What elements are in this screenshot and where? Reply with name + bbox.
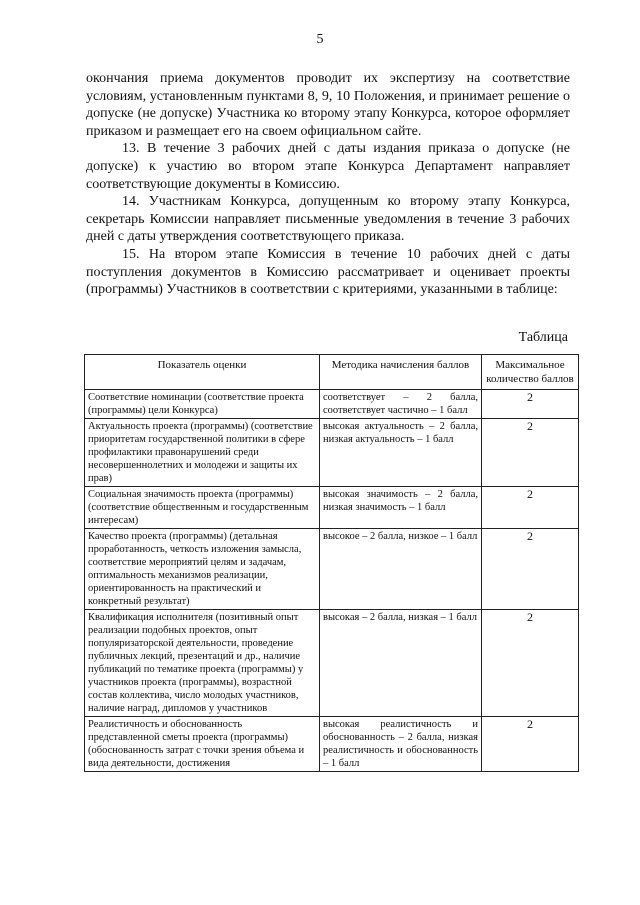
header-indicator: Показатель оценки xyxy=(85,355,320,390)
body-text xyxy=(86,70,570,299)
table-header-row xyxy=(85,355,579,390)
method-cell: соответствует – 2 балла, соответствует частично – 1 балл xyxy=(320,390,482,419)
indicator-cell: Социальная значимость проекта (программы) (соответствие общественным и государственным интересам) xyxy=(85,487,320,529)
paragraph-13: 13. В течение 3 рабочих дней с даты издания приказа о допуске (не допуске) к участию во втором этапе Конкурса Департамент направляет соответствующие документы в Комиссию. xyxy=(86,141,570,192)
max-score-cell: 2 xyxy=(482,390,579,419)
method-cell: высокое – 2 балла, низкое – 1 балл xyxy=(320,529,482,610)
paragraph-14: 14. Участникам Конкурса, допущенным ко второму этапу Конкурса, секретарь Комиссии направляет письменные уведомления в течение 3 рабочих дней с даты утверждения соответствующего приказа. xyxy=(86,194,570,245)
max-score-cell: 2 xyxy=(482,717,579,772)
table-caption: Таблица xyxy=(518,330,568,345)
indicator-cell: Квалификация исполнителя (позитивный опыт реализации подобных проектов, опыт популяризаторской деятельности, проведение публичных лекций, презентаций и др., наличие публикаций по тематике проекта (программы) у участников проекта (программы), возрастной состав коллектива, число молодых участников, наличие наград, дипломов у участников xyxy=(85,610,320,717)
table-row xyxy=(85,390,579,419)
page-number: 5 xyxy=(316,32,324,47)
header-max-score: Максимальное количество баллов xyxy=(482,355,579,390)
paragraph-continuation: окончания приема документов проводит их экспертизу на соответствие условиям, установленным пунктами 8, 9, 10 Положения, и принимает решение о допуске (не допуске) Участника ко второму этапу Конкурса, которое оформляет приказом и размещает его на своем официальном сайте. xyxy=(86,71,570,139)
method-cell: высокая актуальность – 2 балла, низкая актуальность – 1 балл xyxy=(320,419,482,487)
method-cell: высокая – 2 балла, низкая – 1 балл xyxy=(320,610,482,717)
paragraph-15: 15. На втором этапе Комиссия в течение 10 рабочих дней с даты поступления документов в Комиссию рассматривает и оценивает проекты (программы) Участников в соответствии с критериями, указанными в таблице: xyxy=(86,246,570,298)
indicator-cell: Реалистичность и обоснованность представленной сметы проекта (программы) (обоснованность затрат с точки зрения объема и вида деятельности, достижения xyxy=(85,717,320,772)
indicator-cell: Качество проекта (программы) (детальная проработанность, четкость изложения замысла, соответствие мероприятий целям и задачам, оптимальность механизмов реализации, ориентированность на практический и конкретный результат) xyxy=(85,529,320,610)
max-score-cell: 2 xyxy=(482,419,579,487)
criteria-table xyxy=(84,354,579,772)
table-row xyxy=(85,717,579,772)
table-row xyxy=(85,529,579,610)
header-method: Методика начисления баллов xyxy=(320,355,482,390)
method-cell: высокая реалистичность и обоснованность – 2 балла, низкая реалистичность и обоснованность – 1 балл xyxy=(320,717,482,772)
method-cell: высокая значимость – 2 балла, низкая значимость – 1 балл xyxy=(320,487,482,529)
max-score-cell: 2 xyxy=(482,610,579,717)
table-row xyxy=(85,610,579,717)
max-score-cell: 2 xyxy=(482,529,579,610)
table-row xyxy=(85,487,579,529)
indicator-cell: Соответствие номинации (соответствие проекта (программы) цели Конкурса) xyxy=(85,390,320,419)
indicator-cell: Актуальность проекта (программы) (соответствие приоритетам государственной политики в сфере профилактики правонарушений среди несовершеннолетних и молодежи и защиты их прав) xyxy=(85,419,320,487)
max-score-cell: 2 xyxy=(482,487,579,529)
table-row xyxy=(85,419,579,487)
